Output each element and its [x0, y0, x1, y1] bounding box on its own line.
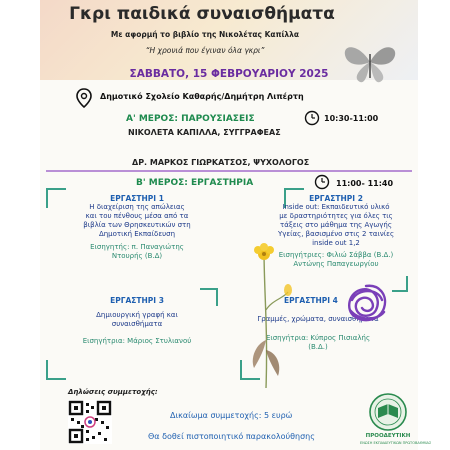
- workshop-3-line: συναισθήματα: [111, 320, 163, 328]
- logo-emblem: [368, 392, 408, 432]
- clock-icon: [314, 174, 330, 190]
- org-name: ΠΡΟΟΔΕΥΤΙΚΗ: [365, 433, 411, 439]
- registration-label: Δηλώσεις συμμετοχής:: [68, 388, 158, 396]
- workshop-1-speaker: Εισηγητής: π. Παναγιώτης: [90, 243, 184, 251]
- workshop-4-speaker: (Β.Δ.): [308, 343, 328, 351]
- workshop-1: [62, 194, 212, 261]
- workshop-1-line: βιβλία των Θρησκευτικών στη: [83, 221, 191, 229]
- workshop-3-speaker: Εισηγήτρια: Μάριος Στυλιανού: [82, 337, 192, 345]
- workshop-2-line: τάξεις στο μάθημα της Αγωγής: [280, 221, 392, 229]
- workshop-1-line: Η διαχείριση της απώλειας: [89, 203, 185, 211]
- flower-illustration: [238, 240, 298, 390]
- workshop-2-title: ΕΡΓΑΣΤΗΡΙ 2: [309, 194, 363, 203]
- workshop-1-line: Δημοτική Εκπαίδευση: [98, 230, 176, 238]
- book-quote: “Η χρονιά που έγιναν όλα γκρι”: [145, 46, 265, 55]
- workshop-2-speaker: Αντώνης Παπαγεωργίου: [293, 260, 379, 268]
- part-a-time: 10:30-11:00: [324, 114, 379, 123]
- clock-icon: [304, 110, 320, 126]
- workshop-3-line: Δημιουργική γραφή και: [96, 311, 178, 319]
- workshop-3-title: ΕΡΓΑΣΤΗΡΙ 3: [110, 296, 164, 305]
- section-divider: [46, 170, 412, 172]
- workshop-1-speaker: Ντουρής (Β.Δ): [111, 252, 163, 260]
- event-poster: [40, 0, 432, 450]
- speaker-giorkatsos: ΔΡ. ΜΑΡΚΟΣ ΓΙΩΡΚΑΤΣΟΣ, ΨΥΧΟΛΟΓΟΣ: [132, 158, 310, 167]
- qr-code[interactable]: [68, 400, 112, 444]
- workshop-1-title: ΕΡΓΑΣΤΗΡΙ 1: [110, 194, 164, 203]
- workshop-2-line: με δραστηριότητες για όλες τις: [279, 212, 393, 220]
- workshop-2-line: Inside out: Εκπαιδευτικό υλικό: [282, 203, 390, 211]
- part-b-time: 11:00- 11:40: [336, 179, 394, 188]
- part-a-heading: Α' ΜΕΡΟΣ: ΠΑΡΟΥΣΙΑΣΕΙΣ: [126, 114, 255, 124]
- workshop-4-line: Γραμμές, χρώματα, συναισθήματα: [257, 315, 379, 323]
- org-subtitle: ΕΝΩΣΗ ΕΚΠΑΙΔΕΥΤΙΚΩΝ ΠΡΩΤΟΒΑΘΜΙΑΣ: [360, 441, 432, 445]
- workshop-4-speaker: Εισηγήτρια: Κύπρος Πισιαλής: [265, 334, 371, 342]
- map-pin-icon: [76, 88, 92, 108]
- workshop-2-line: Υγείας, βασισμένο στις 2 ταινίες: [277, 230, 395, 238]
- workshop-3: [62, 296, 212, 346]
- poster-subtitle: Με αφορμή το βιβλίο της Νικολέτας Καπίλλα: [110, 30, 300, 39]
- workshop-2-line: inside out 1,2: [312, 239, 360, 247]
- corner-bracket: [392, 276, 408, 292]
- corner-bracket: [46, 360, 66, 380]
- workshop-2-speaker: Εισηγήτριες: Φιλιώ Σάββα (Β.Δ.): [278, 251, 394, 259]
- certificate-note: Θα δοθεί πιστοποιητικό παρακολούθησης: [148, 432, 315, 441]
- part-b-heading: Β' ΜΕΡΟΣ: ΕΡΓΑΣΤΗΡΙΑ: [136, 178, 254, 188]
- event-date: ΣΑΒΒΑΤΟ, 15 ΦΕΒΡΟΥΑΡΙΟΥ 2025: [129, 68, 329, 80]
- poster-title: Γκρι παιδικά συναισθήματα: [69, 4, 335, 24]
- workshop-4-title: ΕΡΓΑΣΤΗΡΙ 4: [284, 296, 338, 305]
- event-venue: Δημοτικό Σχολείο Καθαρής/Δημήτρη Λιπέρτη: [100, 92, 304, 101]
- workshop-1-line: και του πένθους μέσα από τα: [85, 212, 189, 220]
- speaker-kapilla: ΝΙΚΟΛΕΤΑ ΚΑΠΙΛΛΑ, ΣΥΓΓΡΑΦΕΑΣ: [128, 128, 281, 137]
- scribble-icon: [344, 282, 390, 326]
- participation-fee: Δικαίωμα συμμετοχής: 5 ευρώ: [170, 411, 293, 420]
